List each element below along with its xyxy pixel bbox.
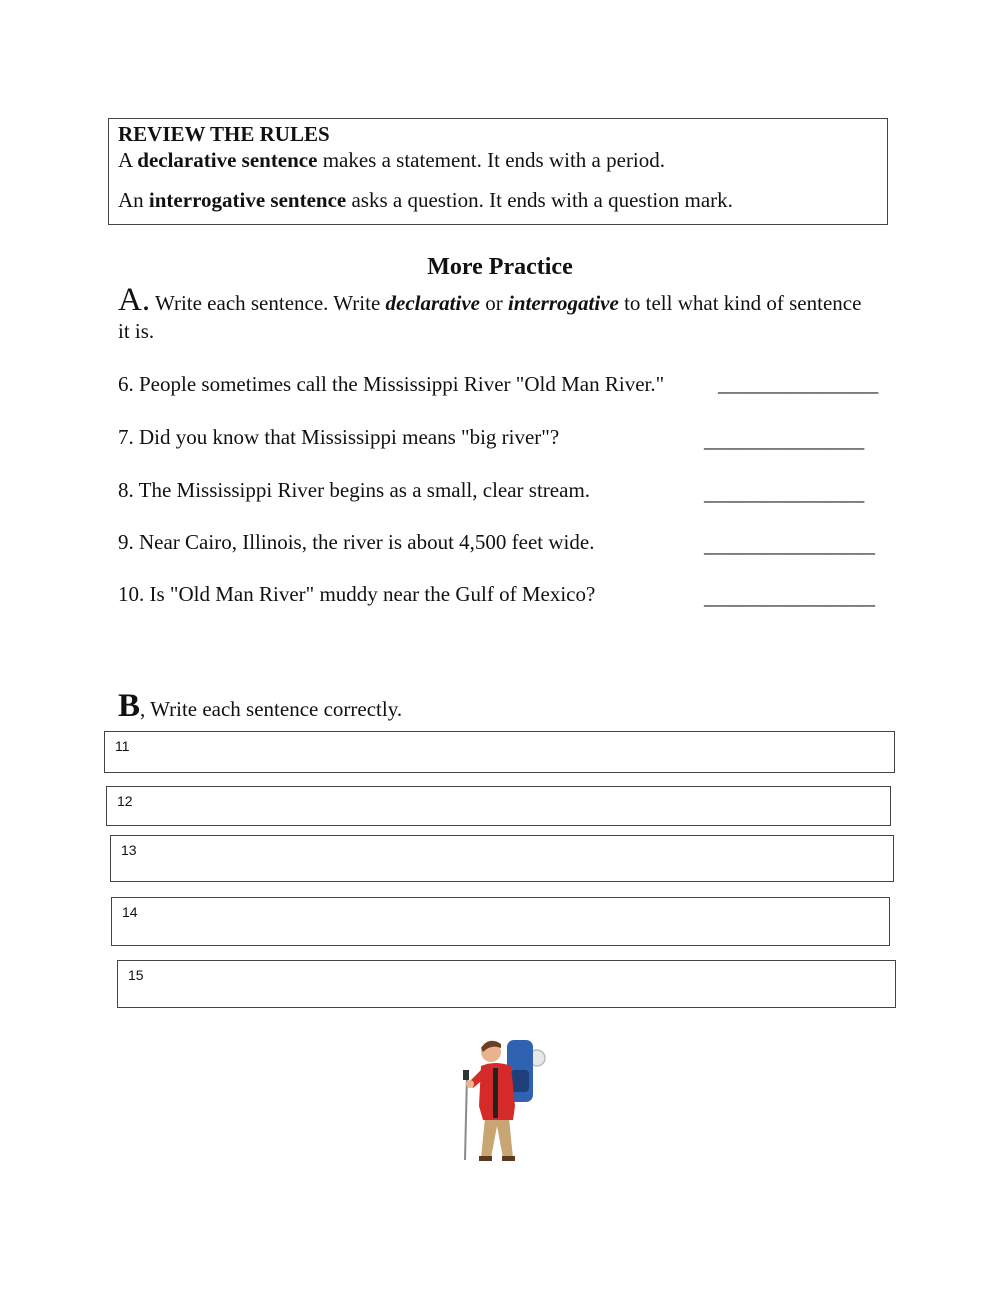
rules-box	[108, 118, 888, 225]
question-9: 9. Near Cairo, Illinois, the river is about 4,500 feet wide.	[118, 530, 595, 554]
part-a-letter: A.	[118, 282, 151, 318]
answer-box-number: 15	[128, 967, 144, 983]
answer-box-14[interactable]	[111, 897, 890, 946]
answer-box-11[interactable]	[104, 731, 895, 773]
answer-blank-6[interactable]: _______________	[718, 372, 879, 396]
instruction-text: to tell what kind of sentence it is.	[118, 291, 862, 343]
answer-box-15[interactable]	[117, 960, 896, 1008]
part-b-letter: B	[118, 688, 141, 724]
answer-blank-10[interactable]: ________________	[704, 585, 876, 609]
rule-text: A	[118, 148, 138, 172]
declarative-rule	[118, 147, 878, 173]
rules-title: REVIEW THE RULES	[118, 122, 330, 146]
instruction-text: Write each sentence. Write	[150, 291, 386, 315]
part-a-instructions	[118, 282, 878, 345]
answer-blank-9[interactable]: ________________	[704, 533, 876, 557]
rule-text: An	[118, 188, 149, 212]
instruction-text: , Write each sentence correctly.	[140, 697, 403, 721]
answer-box-number: 12	[117, 793, 133, 809]
hiker-illustration	[455, 1030, 555, 1162]
instruction-term: declarative	[385, 291, 480, 315]
answer-box-12[interactable]	[106, 786, 891, 826]
answer-box-number: 11	[115, 738, 130, 754]
question-10: 10. Is "Old Man River" muddy near the Gulf of Mexico?	[118, 582, 596, 606]
answer-box-13[interactable]	[110, 835, 894, 882]
answer-blank-7[interactable]: _______________	[704, 428, 865, 452]
part-b-instructions	[118, 688, 402, 725]
rule-term: declarative sentence	[137, 148, 318, 172]
question-8: 8. The Mississippi River begins as a small, clear stream.	[118, 478, 591, 502]
section-title: More Practice	[427, 254, 573, 280]
answer-box-number: 13	[121, 842, 137, 858]
question-6: 6. People sometimes call the Mississippi River "Old Man River."	[118, 372, 665, 396]
rule-text: asks a question. It ends with a question mark.	[346, 188, 733, 212]
instruction-text: or	[479, 291, 508, 315]
question-7: 7. Did you know that Mississippi means "big river"?	[118, 425, 560, 449]
answer-blank-8[interactable]: _______________	[704, 481, 865, 505]
answer-box-number: 14	[122, 904, 138, 920]
interrogative-rule	[118, 187, 878, 213]
hiker-pants	[481, 1118, 513, 1158]
rule-term: interrogative sentence	[148, 188, 347, 212]
instruction-term: interrogative	[507, 291, 619, 315]
rule-text: makes a statement. It ends with a period.	[317, 148, 666, 172]
